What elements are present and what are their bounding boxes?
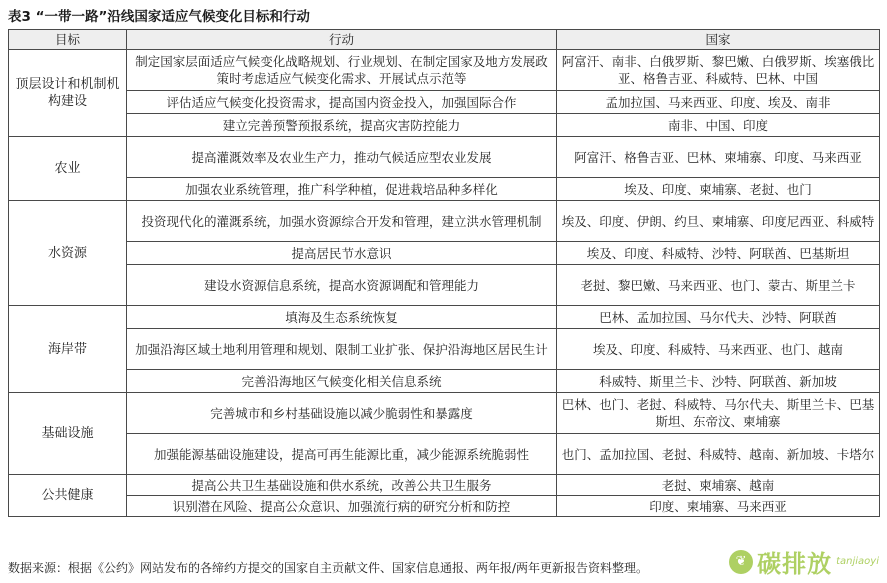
table-row [9, 434, 880, 475]
table-header-row [9, 30, 880, 50]
country-cell: 埃及、印度、伊朗、约旦、柬埔寨、印度尼西亚、科威特 [557, 201, 880, 242]
table-row [9, 370, 880, 393]
table-row [9, 265, 880, 306]
table-row [9, 306, 880, 329]
table-row [9, 496, 880, 517]
goals-actions-table [8, 29, 880, 517]
table-row [9, 114, 880, 137]
action-cell: 填海及生态系统恢复 [127, 306, 557, 329]
action-cell: 建设水资源信息系统，提高水资源调配和管理能力 [127, 265, 557, 306]
action-cell: 提高居民节水意识 [127, 242, 557, 265]
watermark-logo [729, 544, 879, 579]
table-row [9, 201, 880, 242]
country-cell: 埃及、印度、科威特、沙特、阿联酋、巴基斯坦 [557, 242, 880, 265]
table-row [9, 475, 880, 496]
country-cell: 埃及、印度、科威特、马来西亚、也门、越南 [557, 329, 880, 370]
goal-cell: 基础设施 [9, 393, 127, 475]
table-row [9, 178, 880, 201]
watermark-text: 碳排放 [757, 550, 833, 578]
action-cell: 制定国家层面适应气候变化战略规划、行业规划、在制定国家及地方发展政策时考虑适应气候变化需求、开展试点示范等 [127, 50, 557, 91]
country-cell: 老挝、黎巴嫩、马来西亚、也门、蒙古、斯里兰卡 [557, 265, 880, 306]
goal-cell: 公共健康 [9, 475, 127, 517]
country-cell: 印度、柬埔寨、马来西亚 [557, 496, 880, 517]
table-row [9, 91, 880, 114]
table-row [9, 393, 880, 434]
country-cell: 阿富汗、格鲁吉亚、巴林、柬埔寨、印度、马来西亚 [557, 137, 880, 178]
country-cell: 科威特、斯里兰卡、沙特、阿联酋、新加坡 [557, 370, 880, 393]
table-row [9, 50, 880, 91]
action-cell: 提高公共卫生基础设施和供水系统，改善公共卫生服务 [127, 475, 557, 496]
action-cell: 评估适应气候变化投资需求，提高国内资金投入，加强国际合作 [127, 91, 557, 114]
table-row [9, 329, 880, 370]
goal-cell: 顶层设计和机制机构建设 [9, 50, 127, 137]
header-action: 行动 [127, 30, 557, 50]
action-cell: 完善沿海地区气候变化相关信息系统 [127, 370, 557, 393]
goal-cell: 水资源 [9, 201, 127, 306]
country-cell: 巴林、孟加拉国、马尔代夫、沙特、阿联酋 [557, 306, 880, 329]
country-cell: 阿富汗、南非、白俄罗斯、黎巴嫩、白俄罗斯、埃塞俄比亚、格鲁吉亚、科威特、巴林、中国 [557, 50, 880, 91]
action-cell: 加强农业系统管理，推广科学种植，促进栽培品种多样化 [127, 178, 557, 201]
goal-cell: 海岸带 [9, 306, 127, 393]
action-cell: 加强沿海区域土地利用管理和规划、限制工业扩张、保护沿海地区居民生计 [127, 329, 557, 370]
action-cell: 建立完善预警预报系统，提高灾害防控能力 [127, 114, 557, 137]
action-cell: 提高灌溉效率及农业生产力，推动气候适应型农业发展 [127, 137, 557, 178]
header-country: 国家 [557, 30, 880, 50]
table-title: 表3 “一带一路”沿线国家适应气候变化目标和行动 [8, 9, 310, 25]
country-cell: 老挝、柬埔寨、越南 [557, 475, 880, 496]
country-cell: 埃及、印度、柬埔寨、老挝、也门 [557, 178, 880, 201]
goal-cell: 农业 [9, 137, 127, 201]
action-cell: 完善城市和乡村基础设施以减少脆弱性和暴露度 [127, 393, 557, 434]
action-cell: 识别潜在风险、提高公众意识、加强流行病的研究分析和防控 [127, 496, 557, 517]
action-cell: 投资现代化的灌溉系统，加强水资源综合开发和管理，建立洪水管理机制 [127, 201, 557, 242]
table-row [9, 242, 880, 265]
country-cell: 孟加拉国、马来西亚、印度、埃及、南非 [557, 91, 880, 114]
action-cell: 加强能源基础设施建设，提高可再生能源比重，减少能源系统脆弱性 [127, 434, 557, 475]
header-goal: 目标 [9, 30, 127, 50]
leaf-icon: ❦ [729, 550, 753, 574]
table-row [9, 137, 880, 178]
country-cell: 也门、孟加拉国、老挝、科威特、越南、新加坡、卡塔尔 [557, 434, 880, 475]
country-cell: 巴林、也门、老挝、科威特、马尔代夫、斯里兰卡、巴基斯坦、东帝汶、柬埔寨 [557, 393, 880, 434]
data-source-note: 数据来源：根据《公约》网站发布的各缔约方提交的国家自主贡献文件、国家信息通报、两年报/两年更新报告资料整理。 [8, 561, 649, 575]
country-cell: 南非、中国、印度 [557, 114, 880, 137]
watermark-url: tanjiaoyi [836, 556, 879, 567]
